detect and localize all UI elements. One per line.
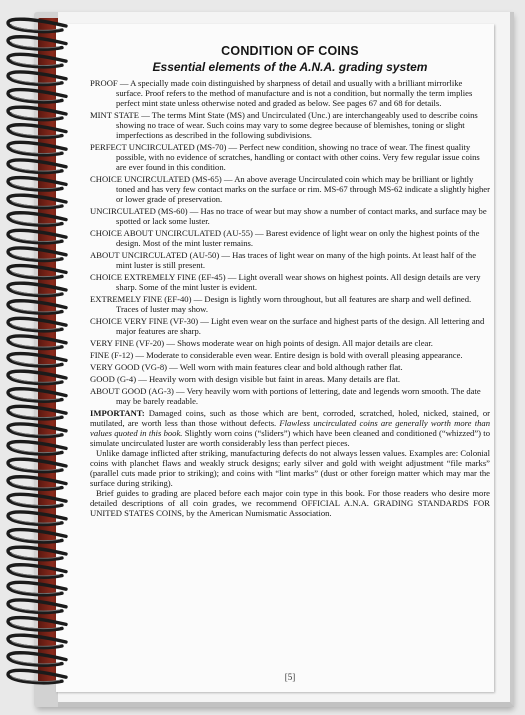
- grade-entry: VERY GOOD (VG-8) — Well worn with main features clear and bold although rather flat.: [90, 362, 403, 372]
- grade-list: [90, 78, 490, 406]
- grade-term: CHOICE UNCIRCULATED (MS-65): [90, 174, 222, 184]
- grade-term: UNCIRCULATED (MS-60): [90, 206, 188, 216]
- grade-description: Light even wear on the surface and highest parts of the design. All lettering and major features are sharp.: [116, 316, 485, 336]
- grade-description: Very heavily worn with portions of lettering, date and legends worn smooth. The date may be barely readable.: [116, 386, 481, 406]
- grade-entry: CHOICE EXTREMELY FINE (EF-45) — Light overall wear shows on highest points. All design details are very sharp. Some of the mint luster is evident.: [90, 272, 481, 292]
- page-title: CONDITION OF COINS: [221, 44, 359, 58]
- grade-entry: UNCIRCULATED (MS-60) — Has no trace of wear but may show a number of contact marks, and surface may be spotted or lack some luster.: [90, 206, 487, 226]
- important-text: Damaged coins, such as those which are bent, corroded, scratched, holed, nicked, stained, or mutilated, are worth less than those without defects.: [90, 408, 490, 428]
- grade-entry: GOOD (G-4) — Heavily worn with design visible but faint in areas. Many details are flat.: [90, 374, 401, 384]
- grade-term: MINT STATE: [90, 110, 140, 120]
- grade-entry: ABOUT UNCIRCULATED (AU-50) — Has traces of light wear on many of the high points. At least half of the mint luster is still present.: [90, 250, 477, 270]
- grade-term: VERY FINE (VF-20): [90, 338, 165, 348]
- grade-term: FINE (F-12): [90, 350, 134, 360]
- grade-description: Has traces of light wear on many of the high points. At least half of the mint luster is still present.: [116, 250, 477, 270]
- grade-description: Light overall wear shows on highest points. All design details are very sharp. Some of the mint luster is evident.: [116, 272, 481, 292]
- grade-description: Moderate to considerable even wear. Entire design is bold with overall pleasing appearance.: [146, 350, 463, 360]
- grade-term: CHOICE VERY FINE (VF-30): [90, 316, 199, 326]
- grade-entry: VERY FINE (VF-20) — Shows moderate wear on high points of design. All major details are clear.: [90, 338, 433, 348]
- grade-term: CHOICE EXTREMELY FINE (EF-45): [90, 272, 226, 282]
- grade-description: Design is lightly worn throughout, but all features are sharp and well defined. Traces of luster may show.: [116, 294, 472, 314]
- grade-entry: CHOICE ABOUT UNCIRCULATED (AU-55) — Barest evidence of light wear on only the highest points of the design. Most of the mint luster remains.: [90, 228, 480, 248]
- grade-entry: MINT STATE — The terms Mint State (MS) and Uncirculated (Unc.) are interchangeably used to describe coins showing no trace of wear. Such coins may vary to some degree because of blemishes, toning or slight imperfections as described in the following subdivisions.: [90, 110, 478, 140]
- grade-description: Shows moderate wear on high points of design. All major details are clear.: [177, 338, 433, 348]
- grade-description: Barest evidence of light wear on only the highest points of the design. Most of the mint luster remains.: [116, 228, 480, 248]
- page-number: [5]: [284, 672, 296, 682]
- important-text-2: Slightly worn coins (“sliders”) which have been cleaned and conditioned (“whizzed”) to simulate uncirculated luster are worth considerably less than perfect pieces.: [90, 428, 490, 448]
- spiral-binding-icon: [2, 16, 72, 706]
- grade-entry: EXTREMELY FINE (EF-40) — Design is lightly worn throughout, but all features are sharp and well defined. Traces of luster may show.: [90, 294, 472, 314]
- grade-entry: CHOICE VERY FINE (VF-30) — Light even wear on the surface and highest parts of the design. All lettering and major features are sharp.: [90, 316, 485, 336]
- grade-term: PERFECT UNCIRCULATED (MS-70): [90, 142, 227, 152]
- grade-description: Has no trace of wear but may show a number of contact marks, and surface may be spotted or lack some luster.: [116, 206, 487, 226]
- page-content: [90, 44, 490, 518]
- grade-description: Perfect new condition, showing no trace of wear. The finest quality possible, with no evidence of scratches, handling or contact with other coins. Very few regular issue coins are ever found in this condition.: [116, 142, 480, 172]
- grade-term: GOOD (G-4): [90, 374, 137, 384]
- grade-description: An above average Uncirculated coin which may be brilliant or lightly toned and has very few contact marks on the surface or rim. MS-67 through MS-62 indicate a slightly higher or lower grade of preservation.: [116, 174, 490, 204]
- important-note: [90, 408, 490, 448]
- grade-description: A specially made coin distinguished by sharpness of detail and usually with a brilliant mirrorlike surface. Proof refers to the method of manufacture and is not a condition, but normally the term implies perfect mint state unless otherwise noted and graded as below. See pages 67 and 68 for details.: [116, 78, 473, 108]
- grade-term: PROOF: [90, 78, 118, 88]
- grade-entry: PERFECT UNCIRCULATED (MS-70) — Perfect new condition, showing no trace of wear. The finest quality possible, with no evidence of scratches, handling or contact with other coins. Very few regular issue coins are ever found in this condition.: [90, 142, 480, 172]
- grade-entry: CHOICE UNCIRCULATED (MS-65) — An above average Uncirculated coin which may be brilliant or lightly toned and has very few contact marks on the surface or rim. MS-67 through MS-62 indicate a slightly higher or lower grade of preservation.: [90, 174, 490, 204]
- important-italic: Flawless uncirculated coins are generally worth more than values quoted in this book.: [90, 418, 490, 438]
- body-paragraph: Brief guides to grading are placed before each major coin type in this book. For those readers who desire more detailed descriptions of all coin grades, we recommend OFFICIAL A.N.A. GRADING STANDARDS FOR UNITED STATES COINS, by the American Numismatic Association.: [90, 488, 490, 518]
- grade-description: Heavily worn with design visible but faint in areas. Many details are flat.: [148, 374, 401, 384]
- page-subtitle: Essential elements of the A.N.A. grading system: [152, 60, 428, 74]
- body-paragraph: Unlike damage inflicted after striking, manufacturing defects do not always lessen values. Examples are: Colonial coins with planchet flaws and weakly struck designs; early silver and gold with weight adjustment “file marks” (parallel cuts made prior to striking); and coins with “lint marks” (dust or other foreign matter which may mar the surface during striking).: [90, 448, 490, 488]
- grade-term: EXTREMELY FINE (EF-40): [90, 294, 192, 304]
- important-label: IMPORTANT:: [90, 408, 145, 418]
- grade-term: CHOICE ABOUT UNCIRCULATED (AU-55): [90, 228, 253, 238]
- grade-description: Well worn with main features clear and bold although rather flat.: [179, 362, 403, 372]
- grade-entry: FINE (F-12) — Moderate to considerable even wear. Entire design is bold with overall pleasing appearance.: [90, 350, 463, 360]
- grade-term: ABOUT UNCIRCULATED (AU-50): [90, 250, 220, 260]
- grade-term: VERY GOOD (VG-8): [90, 362, 168, 372]
- grade-entry: PROOF — A specially made coin distinguished by sharpness of detail and usually with a brilliant mirrorlike surface. Proof refers to the method of manufacture and is not a condition, but normally the term implies perfect mint state unless otherwise noted and graded as below. See pages 67 and 68 for details.: [90, 78, 473, 108]
- grade-entry: ABOUT GOOD (AG-3) — Very heavily worn with portions of lettering, date and legends worn smooth. The date may be barely readable.: [90, 386, 481, 406]
- grade-description: The terms Mint State (MS) and Uncirculated (Unc.) are interchangeably used to describe coins showing no trace of wear. Such coins may vary to some degree because of blemishes, toning or slight imperfections as described in the following subdivisions.: [116, 110, 478, 140]
- grade-term: ABOUT GOOD (AG-3): [90, 386, 174, 396]
